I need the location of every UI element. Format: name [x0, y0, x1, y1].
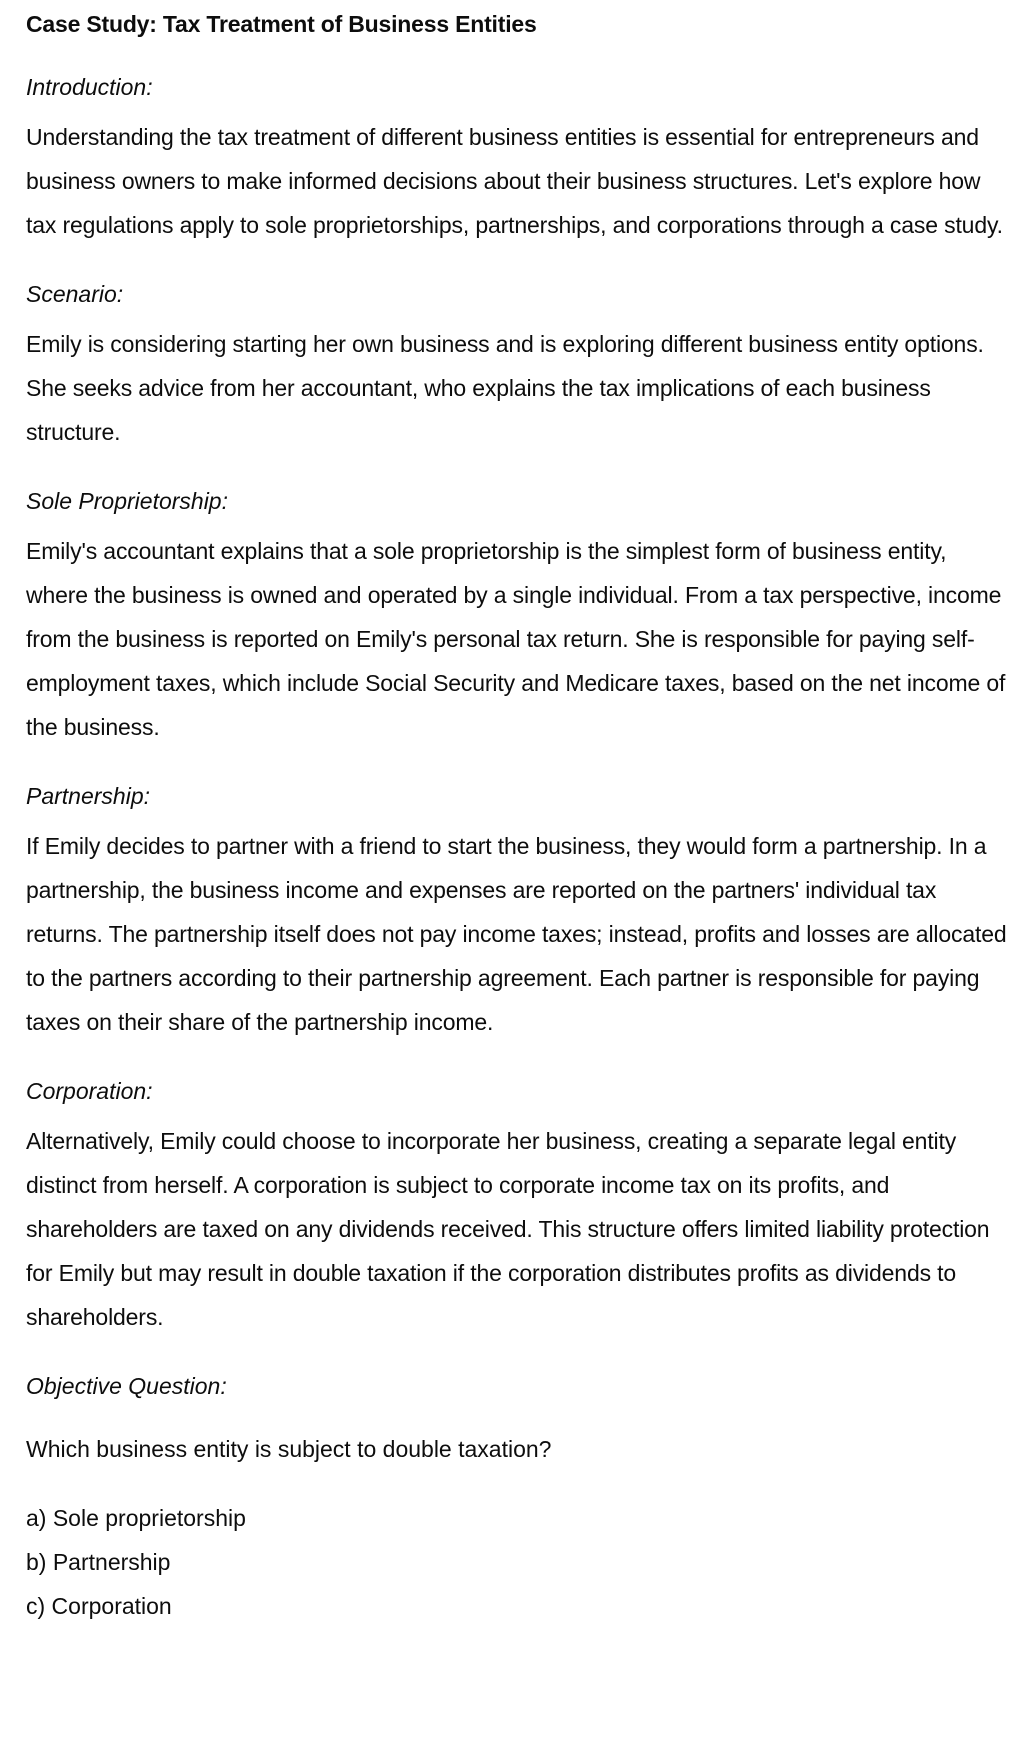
section-body: Emily's accountant explains that a sole proprietorship is the simplest form of business entity, where the business is owned and operated by a single individual. From a tax perspective, income from the business is reported on Emily's personal tax return. She is responsible for paying self-employment taxes, which include Social Security and Medicare taxes, based on the net income of the business.: [26, 538, 1006, 740]
section-body: If Emily decides to partner with a friend to start the business, they would form a partnership. In a partnership, the business income and expenses are reported on the partners' individual tax returns. The partnership itself does not pay income taxes; instead, profits and losses are allocated to the partners according to their partnership agreement. Each partner is responsible for paying taxes on their share of the partnership income.: [26, 833, 1007, 1035]
section-heading: Introduction:: [26, 74, 153, 100]
section-corporation: [26, 1075, 1009, 1339]
section-sole-proprietorship: [26, 485, 1009, 749]
section-body: Alternatively, Emily could choose to incorporate her business, creating a separate legal entity distinct from herself. A corporation is subject to corporate income tax on its profits, and shareholders are taxed on any dividends received. This structure offers limited liability protection for Emily but may result in double taxation if the corporation distributes profits as dividends to shareholders.: [26, 1128, 990, 1330]
section-body: Emily is considering starting her own business and is exploring different business entity options. She seeks advice from her accountant, who explains the tax implications of each business structure.: [26, 331, 984, 445]
section-heading: Partnership:: [26, 783, 151, 809]
question-text: Which business entity is subject to double taxation?: [26, 1436, 552, 1462]
document-title: Case Study: Tax Treatment of Business Entities: [26, 11, 537, 37]
section-heading: Sole Proprietorship:: [26, 488, 228, 514]
answer-option-b: b) Partnership: [26, 1549, 171, 1575]
section-introduction: [26, 71, 1009, 247]
section-objective-question: [26, 1370, 1009, 1628]
answer-options: [26, 1496, 1009, 1628]
section-scenario: [26, 278, 1009, 454]
section-partnership: [26, 780, 1009, 1044]
section-heading: Corporation:: [26, 1078, 153, 1104]
answer-option-a: a) Sole proprietorship: [26, 1505, 246, 1531]
section-heading: Scenario:: [26, 281, 124, 307]
answer-option-c: c) Corporation: [26, 1593, 172, 1619]
section-body: Understanding the tax treatment of different business entities is essential for entrepreneurs and business owners to make informed decisions about their business structures. Let's explore how tax regulations apply to sole proprietorships, partnerships, and corporations through a case study.: [26, 124, 1003, 238]
objective-heading: Objective Question:: [26, 1373, 227, 1399]
